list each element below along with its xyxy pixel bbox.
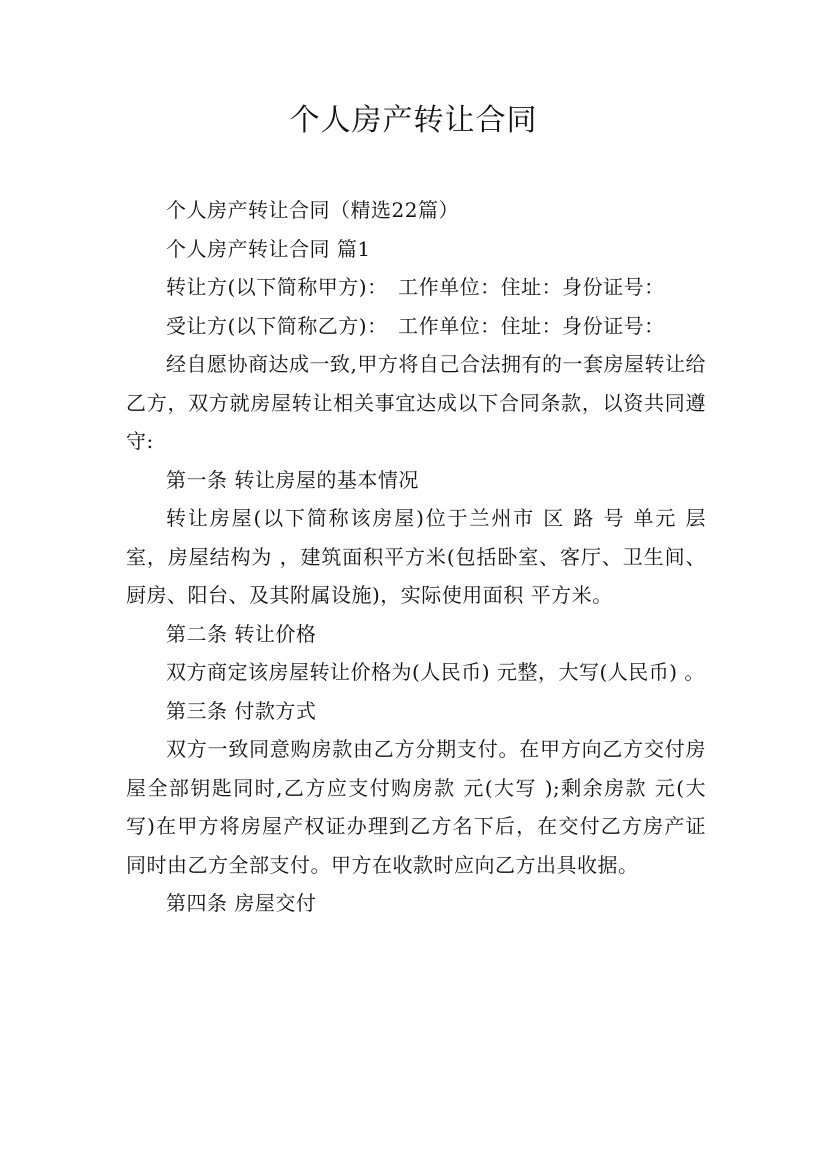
preamble-paragraph: 经自愿协商达成一致,甲方将自己合法拥有的一套房屋转让给乙方，双方就房屋转让相关事宜达成以下合同条款，以资共同遵守: bbox=[126, 352, 706, 453]
document-title: 个人房产转让合同 bbox=[289, 103, 538, 138]
subtitle-paragraph: 个人房产转让合同（精选22篇） bbox=[166, 198, 459, 222]
party-a-line: 转让方(以下简称甲方)： 工作单位：住址：身份证号： bbox=[166, 275, 665, 299]
article-heading: 第一条 转让房屋的基本情况 bbox=[166, 467, 419, 492]
document-body bbox=[126, 191, 706, 923]
article-heading: 第二条 转让价格 bbox=[166, 621, 317, 646]
party-b-line: 受让方(以下简称乙方)： 工作单位：住址：身份证号： bbox=[166, 313, 665, 338]
article-paragraph: 双方一致同意购房款由乙方分期支付。在甲方向乙方交付房屋全部钥匙同时,乙方应支付购房款 元(大写 );剩余房款 元(大写)在甲方将房屋产权证办理到乙方名下后，在交付乙方房产证同时由乙方全部支付。甲方在收款时应向乙方出具收据。 bbox=[126, 737, 706, 877]
article-paragraph: 双方商定该房屋转让价格为(人民币) 元整，大写(人民币) 。 bbox=[166, 660, 705, 684]
article-paragraph: 转让房屋(以下简称该房屋)位于兰州市 区 路 号 单元 层 室，房屋结构为 ，建筑面积平方米(包括卧室、客厅、卫生间、厨房、阳台、及其附属设施)，实际使用面积 平方米。 bbox=[126, 506, 706, 607]
article-heading: 第三条 付款方式 bbox=[166, 698, 317, 723]
section-heading: 个人房产转让合同 篇1 bbox=[166, 236, 371, 261]
article-heading: 第四条 房屋交付 bbox=[166, 891, 317, 915]
